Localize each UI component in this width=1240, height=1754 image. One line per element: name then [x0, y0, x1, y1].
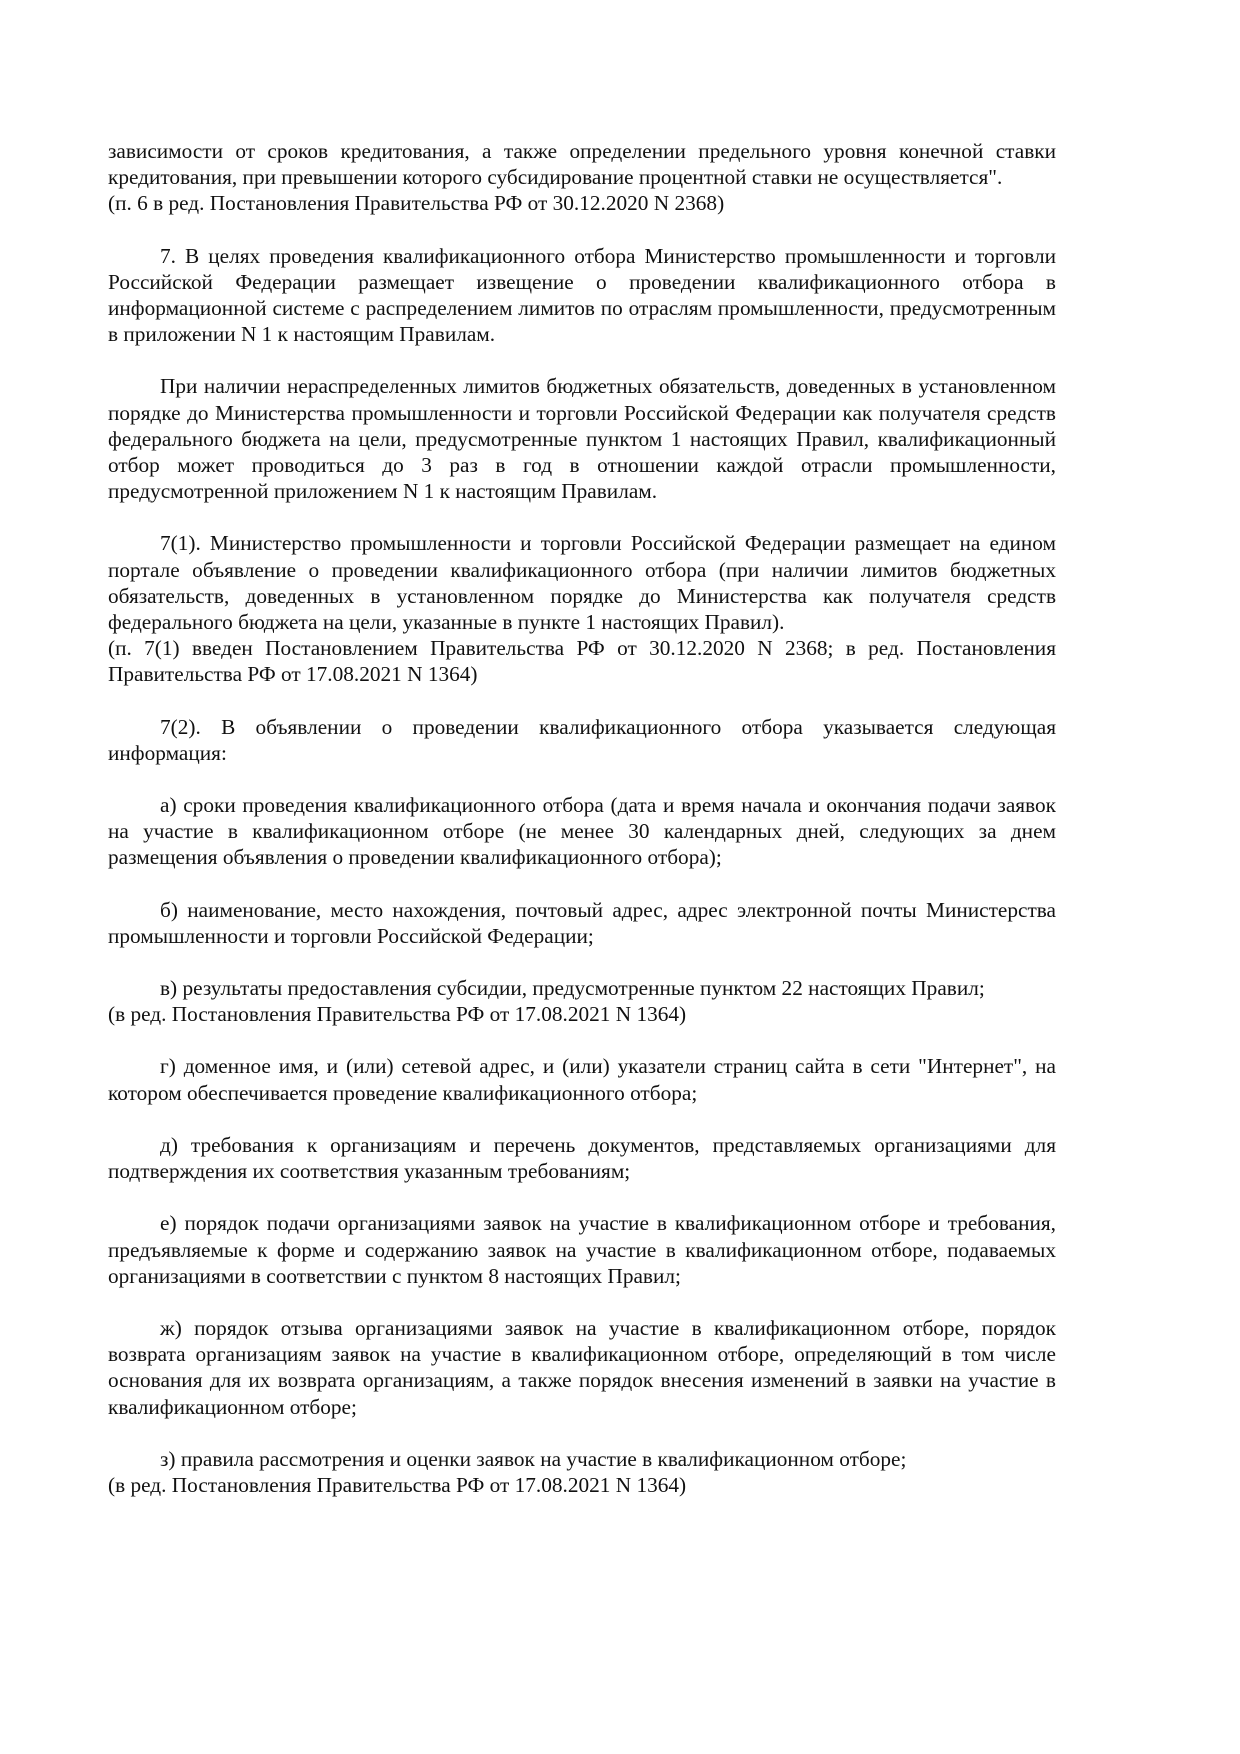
paragraph-p7: 7. В целях проведения квалификационного отбора Министерство промышленности и торговли Российской Федерации размещает извещение о проведении квалификационного отбора в информационной системе с распределением лимитов по отраслям промышленности, предусмотренным в приложении N 1 к настоящим Правилам.: [108, 243, 1056, 347]
paragraph-p6-continuation: зависимости от сроков кредитования, а также определении предельного уровня конечной ставки кредитования, при превышении которого субсидирование процентной ставки не осуществляется".: [108, 139, 1056, 190]
list-item-d: д) требования к организациям и перечень документов, представляемых организациями для подтверждения их соответствия указанным требованиям;: [108, 1132, 1056, 1184]
paragraph-p7-1: 7(1). Министерство промышленности и торговли Российской Федерации размещает на едином портале объявление о проведении квалификационного отбора (при наличии лимитов бюджетных обязательств, доведенных в установленном порядке до Министерства как получателя средств федерального бюджета на цели, указанные в пункте 1 настоящих Правил).: [108, 531, 1056, 635]
list-item-b: б) наименование, место нахождения, почтовый адрес, адрес электронной почты Министерства промышленности и торговли Российской Федерации;: [108, 897, 1056, 948]
amendment-note-z: (в ред. Постановления Правительства РФ от 17.08.2021 N 1364): [108, 1472, 687, 1497]
amendment-note-p6: (п. 6 в ред. Постановления Правительства РФ от 30.12.2020 N 2368): [108, 191, 725, 216]
list-item-g: г) доменное имя, и (или) сетевой адрес, и (или) указатели страниц сайта в сети "Интернет", на котором обеспечивается проведение квалификационного отбора;: [108, 1054, 1056, 1105]
amendment-note-v: (в ред. Постановления Правительства РФ от 17.08.2021 N 1364): [108, 1002, 687, 1027]
amendment-note-p7-1: (п. 7(1) введен Постановлением Правительства РФ от 30.12.2020 N 2368; в ред. Постановления Правительства РФ от 17.08.2021 N 1364): [108, 636, 1056, 687]
paragraph-p7-2: 7(2). В объявлении о проведении квалификационного отбора указывается следующая информация:: [108, 714, 1056, 765]
list-item-v: в) результаты предоставления субсидии, предусмотренные пунктом 22 настоящих Правил;: [160, 976, 985, 1001]
list-item-e: е) порядок подачи организациями заявок на участие в квалификационном отборе и требования, предъявляемые к форме и содержанию заявок на участие в квалификационном отборе, подаваемых организациями в соответствии с пунктом 8 настоящих Правил;: [108, 1211, 1056, 1288]
list-item-z: з) правила рассмотрения и оценки заявок на участие в квалификационном отборе;: [160, 1446, 907, 1471]
list-item-a: а) сроки проведения квалификационного отбора (дата и время начала и окончания подачи заявок на участие в квалификационном отборе (не менее 30 календарных дней, следующих за днем размещения объявления о проведении квалификационного отбора);: [108, 793, 1056, 870]
list-item-zh: ж) порядок отзыва организациями заявок на участие в квалификационном отборе, порядок возврата организациям заявок на участие в квалификационном отборе, определяющий в том числе основания для их возврата организациям, а также порядок внесения изменений в заявки на участие в квалификационном отборе;: [108, 1315, 1056, 1419]
paragraph-p7-limits: При наличии нераспределенных лимитов бюджетных обязательств, доведенных в установленном порядке до Министерства промышленности и торговли Российской Федерации как получателя средств федерального бюджета на цели, предусмотренные пунктом 1 настоящих Правил, квалификационный отбор может проводиться до 3 раз в год в отношении каждой отрасли промышленности, предусмотренной приложением N 1 к настоящим Правилам.: [108, 374, 1056, 504]
document-page: [108, 138, 1056, 1498]
